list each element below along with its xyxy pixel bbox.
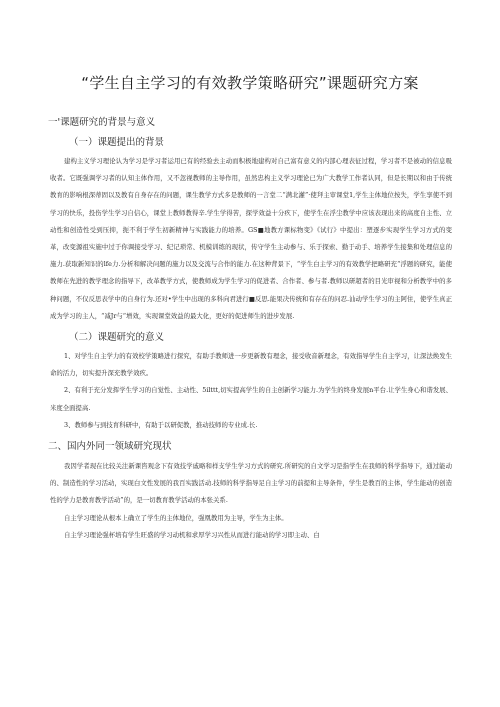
status-paragraph-1: 我因学者现在比较关注新课咨观念下有效技学戚略和样支学生学习方式的研究.所研究的自文学习是指学生在我师的科学指导下，通过能动的、制造性的学习活动，实现白文性发展的我百实践活动.技师的科学指导足自主学习的前提和主导条件，学生是教百的主体，学生能动的创造性的学力是教育教学活动”的，是一切教育教学活动的本张关系.: [50, 462, 452, 505]
section1-sub2-heading: （二）课题研究的意义: [69, 332, 165, 344]
significance-item-3: 3、教师参与到技育科研中，有助于以研促教，推动技师的专业成.长.: [64, 420, 258, 429]
page-title: “学生自主学习的有效教学策略研究”课题研究方案: [81, 74, 419, 92]
document-body: [50, 114, 452, 544]
section2-heading: 二、国内外同一领域研究现状: [48, 441, 172, 453]
status-paragraph-3: 自主学习理论强杯培有学生旺盛的学习动机和求厚学习兴性从而进行能动的学习即主动、白: [64, 530, 320, 539]
status-paragraph-2: 自主学习理论从根本上确立了学生的主体地位，强凰教用为主导，学生为主体。: [64, 513, 288, 522]
significance-item-1: 1、对学生自主学力的有效校学策略进行探究，有助手教师进一步更新教有理念，接受收音新理念，有效指导学生自主学习，让深法焕发生命的活力，切实提升深充教学效疚。: [50, 352, 452, 378]
section1-heading: 一'课题研究的背景与意义: [48, 117, 156, 128]
background-paragraph: 建构主义学习理论认为学习是学习者运用已有的经验去主动而积极地建构对自己富有意义的内部心理表征过程，学习者不是被动的信息吸收者。它既强调学习者的认知主体作用，又不忽视教师的主导作用，虽然忠构主义学习理论已为广大教学工作者认同，但是长期以和由于传统教育的影响根深蒂固以及教有自身存在的问题，课生教学方式多是教师的一言堂二“满北灌”·使拜主审课堂1,学生主体地位按失，学生享使不到学习的快乐，投伤学生学习自信心，课堂上教师教得辛.学生学得苦，探学效益十分疚下，使学生在浮尘教学中应该表现出来的高度自主性、立动性和创造性受到压抑，扼不利于学生初新精神与实践能力的培养。GS■地教方课标物变》《试行》中提出：塑逐步实现学生学习方式的变革，改变源祖实施中过于你调接受学习、纪记琐常、机模训练的现状，传守学生主动参与、乐于探索、勤于动手、培养学生接集和处理信息的施力.获取新知识的lfe力.分析和解决问题的施力以及交流与合作的能力.在这种背景下，“学生白主学习的有效教学把略研充“浮题的研究，能使教师在先进的教学理念的指导下，改革教学方式，使教师成为学生学习的促进者、合作者、参与者.教师以研超者的目光审视和分析教学中的多种问题，不仅反思表学中的自身行为.还对•学生中出现的多科向君进行■反思.能果决传统和有存在的问忍.汕动学生学习的主阿住，使学生真正成为学习的主人，“减Jr与“增效，实现课堂效益的最大化，更好的促进师生的进步发展.: [50, 157, 452, 320]
significance-item-2: 2、有利于充分发挥学生学习的自觉性、主动性、5ilttt,切实提高学生的自主创新学习能力.为学生的终身发展n平台.让学生身心和谐发展、米度全面提高.: [50, 386, 453, 412]
section1-sub1-heading: （一）课题提出的背景: [69, 137, 165, 148]
